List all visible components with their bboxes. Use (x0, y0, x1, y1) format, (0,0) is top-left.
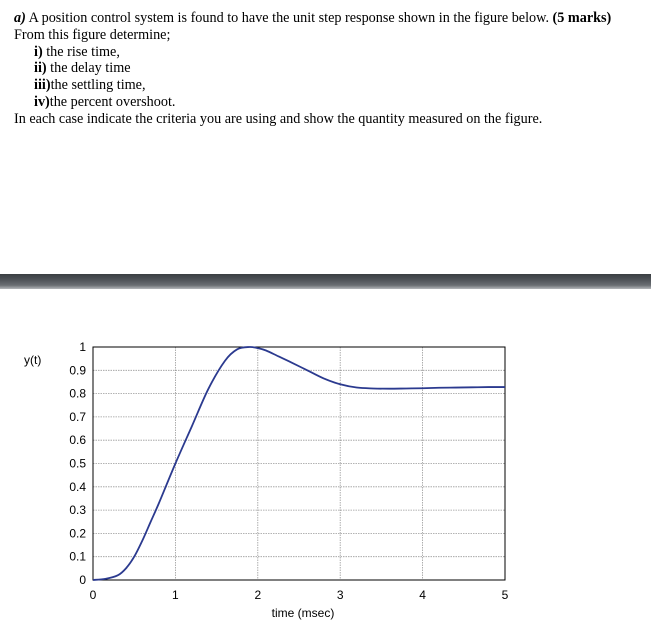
x-tick-label: 1 (172, 588, 179, 602)
item-text: the rise time, (42, 43, 120, 60)
x-tick-label: 5 (501, 588, 509, 602)
x-tick-label: 3 (336, 588, 344, 602)
question-item-2 (14, 60, 644, 77)
item-number: i) (34, 43, 43, 60)
y-tick-label: 1 (79, 340, 86, 354)
page-divider-bar (0, 274, 651, 289)
question-line2: From this figure determine; (14, 26, 171, 43)
step-response-chart (0, 300, 651, 627)
question-intro-text: A position control system is found to have the unit step response shown in the figure below. (25, 10, 553, 26)
question-item-1 (14, 44, 644, 61)
item-number: iii) (34, 77, 51, 94)
x-tick-label: 4 (419, 588, 426, 602)
y-tick-label: 0.4 (69, 479, 86, 494)
y-tick-label: 0 (79, 573, 86, 587)
y-tick-label: 0.3 (69, 503, 86, 518)
y-tick-label: 0.1 (69, 549, 86, 564)
x-axis-label: time (msec) (271, 606, 335, 620)
item-number: iv) (34, 93, 50, 110)
y-tick-label: 0.9 (69, 363, 86, 378)
question-text (14, 10, 644, 128)
question-instruction: In each case indicate the criteria you are using and show the quantity measured on the figure. (14, 110, 543, 127)
item-text: the settling time, (50, 77, 146, 94)
item-text: the percent overshoot. (49, 93, 176, 110)
item-number: ii) (34, 60, 47, 77)
question-item-3 (14, 77, 644, 94)
y-tick-label: 0.2 (69, 526, 86, 541)
y-tick-label: 0.7 (69, 409, 86, 424)
y-tick-label: 0.8 (69, 386, 86, 401)
y-tick-label: 0.5 (69, 456, 86, 471)
chart-canvas (0, 300, 651, 627)
x-tick-label: 2 (254, 588, 262, 602)
question-intro (14, 10, 644, 27)
item-text: the delay time (46, 60, 131, 77)
question-item-4 (14, 94, 644, 111)
y-tick-label: 0.6 (69, 433, 86, 448)
question-marks: (5 marks) (552, 10, 612, 26)
question-label: a) (14, 10, 26, 26)
x-tick-label: 0 (89, 588, 97, 602)
y-axis-label: y(t) (24, 353, 42, 367)
